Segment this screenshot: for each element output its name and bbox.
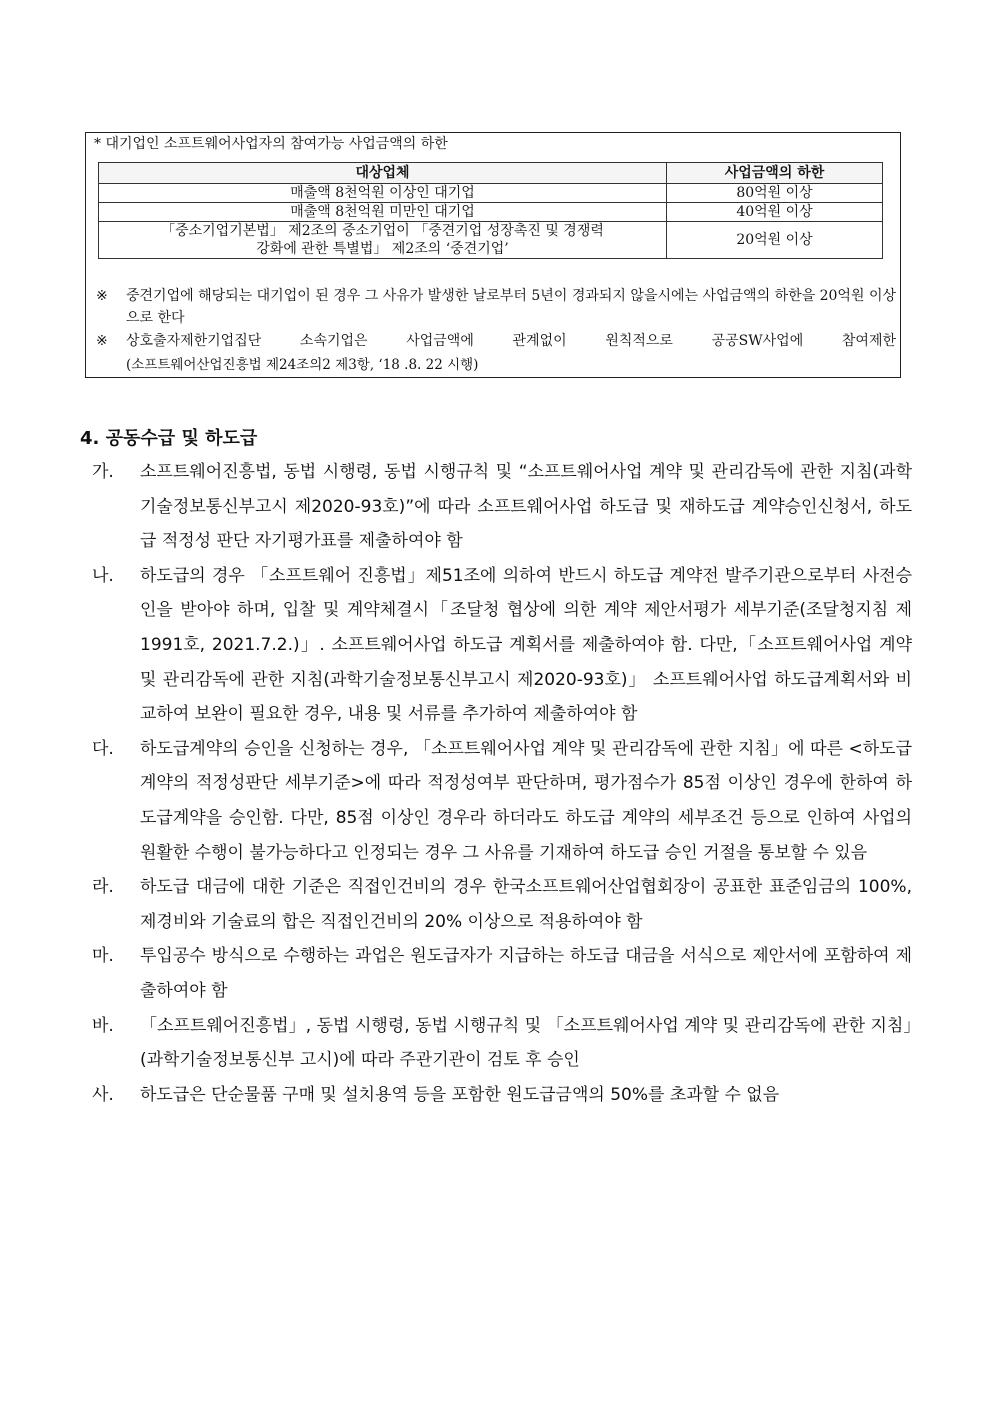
item-marker: 다. (92, 738, 114, 759)
table-row (99, 222, 883, 259)
item-text: 하도급은 단순물품 구매 및 설치용역 등을 포함한 원도급금액의 50%를 초과할 수 없음 (140, 1084, 780, 1105)
table-cell-target (99, 222, 667, 259)
list-item (92, 1078, 912, 1113)
list-item (92, 732, 912, 870)
table-cell-target: 매출액 8천억원 미만인 대기업 (99, 203, 667, 222)
item-text: 하도급계약의 승인을 신청하는 경우, 「소프트웨어사업 계약 및 관리감독에 관한 지침」에 따른 <하도급계약의 적정성판단 세부기준>에 따라 적정성여부 판단하며, 평가점수가 85점 이상인 경우에 한하여 하도급계약을 승인함. 다만, 85점 이상인 경우라 하더라도 하도급 계약의 세부조건 등으로 인하여 사업의 원활한 수행이 불가능하다고 인정되는 경우 그 사유를 기재하여 하도급 승인 거절을 통보할 수 있음 (140, 738, 912, 863)
notice-box (85, 132, 901, 378)
limit-table (98, 162, 883, 259)
table-row (99, 203, 883, 222)
table-cell-limit: 20억원 이상 (667, 222, 883, 259)
item-text: 소프트웨어진흥법, 동법 시행령, 동법 시행규칙 및 “소프트웨어사업 계약 및 관리감독에 관한 지침(과학기술정보통신부고시 제2020-93호)”에 따라 소프트웨어사업 하도급 및 재하도급 계약승인신청서, 하도급 적정성 판단 자기평가표를 제출하여야 함 (140, 462, 912, 552)
section-title: 4. 공동수급 및 하도급 (80, 428, 258, 449)
column-header-target: 대상업체 (99, 163, 667, 184)
item-marker: 가. (92, 462, 114, 482)
item-list (92, 455, 912, 1112)
list-item (92, 1009, 912, 1078)
item-marker: 마. (92, 946, 114, 967)
item-marker: 바. (92, 1015, 114, 1036)
notice-note (96, 285, 896, 329)
table-header-row (99, 163, 883, 184)
table-cell-target-line: 「중소기업기본법」 제2조의 중소기업이 「중견기업 성장촉진 및 경쟁력 (161, 223, 604, 239)
notice-note (96, 330, 896, 352)
notice-note-text: 중견기업에 해당되는 대기업이 된 경우 그 사유가 발생한 날로부터 5년이 경과되지 않을시에는 사업금액의 하한을 20억원 이상으로 한다 (126, 288, 896, 326)
list-item (92, 559, 912, 732)
item-marker: 사. (92, 1084, 114, 1105)
table-cell-limit: 40억원 이상 (667, 203, 883, 222)
reference-mark: ※ (96, 333, 108, 349)
item-text: 「소프트웨어진흥법」, 동법 시행령, 동법 시행규칙 및 「소프트웨어사업 계약 및 관리감독에 관한 지침」(과학기술정보통신부 고시)에 따라 주관기관이 검토 후 승인 (140, 1015, 912, 1071)
item-text: 하도급의 경우 「소프트웨어 진흥법」제51조에 의하여 반드시 하도급 계약전 발주기관으로부터 사전승인을 받아야 하며, 입찰 및 계약체결시「조달청 협상에 의한 계약 제안서평가 세부기준(조달청지침 제1991호, 2021.7.2.)」. 소프트웨어사업 하도급 계획서를 제출하여야 함. 다만,「소프트웨어사업 계약 및 관리감독에 관한 지침(과학기술정보통신부고시 제2020-93호)」 소프트웨어사업 하도급계획서와 비교하여 보완이 필요한 경우, 내용 및 서류를 추가하여 제출하여야 함 (140, 565, 912, 725)
list-item (92, 870, 912, 939)
item-marker: 나. (92, 565, 114, 586)
table-cell-limit: 80억원 이상 (667, 184, 883, 203)
item-text: 투입공수 방식으로 수행하는 과업은 원도급자가 지급하는 하도급 대금을 서식으로 제안서에 포함하여 제출하여야 함 (140, 946, 912, 1001)
list-item (92, 455, 912, 559)
table-cell-target-line: 강화에 관한 특별법」 제2조의 ‘중견기업’ (256, 241, 509, 257)
citation: (소프트웨어산업진흥법 제24조의2 제3항, ‘18 .8. 22 시행) (126, 357, 479, 373)
table-row (99, 184, 883, 203)
column-header-limit: 사업금액의 하한 (667, 163, 883, 184)
item-marker: 라. (92, 877, 114, 898)
reference-mark: ※ (96, 288, 108, 304)
notice-header: * 대기업인 소프트웨어사업자의 참여가능 사업금액의 하한 (94, 136, 448, 152)
item-text: 하도급 대금에 대한 기준은 직접인건비의 경우 한국소프트웨어산업협회장이 공표한 표준임금의 100%, 제경비와 기술료의 합은 직접인건비의 20% 이상으로 적용하여야 함 (140, 877, 912, 932)
notice-note-text: 상호출자제한기업집단 소속기업은 사업금액에 관계없이 원칙적으로 공공SW사업에 참여제한 (126, 333, 896, 349)
list-item (92, 939, 912, 1008)
table-cell-target: 매출액 8천억원 이상인 대기업 (99, 184, 667, 203)
